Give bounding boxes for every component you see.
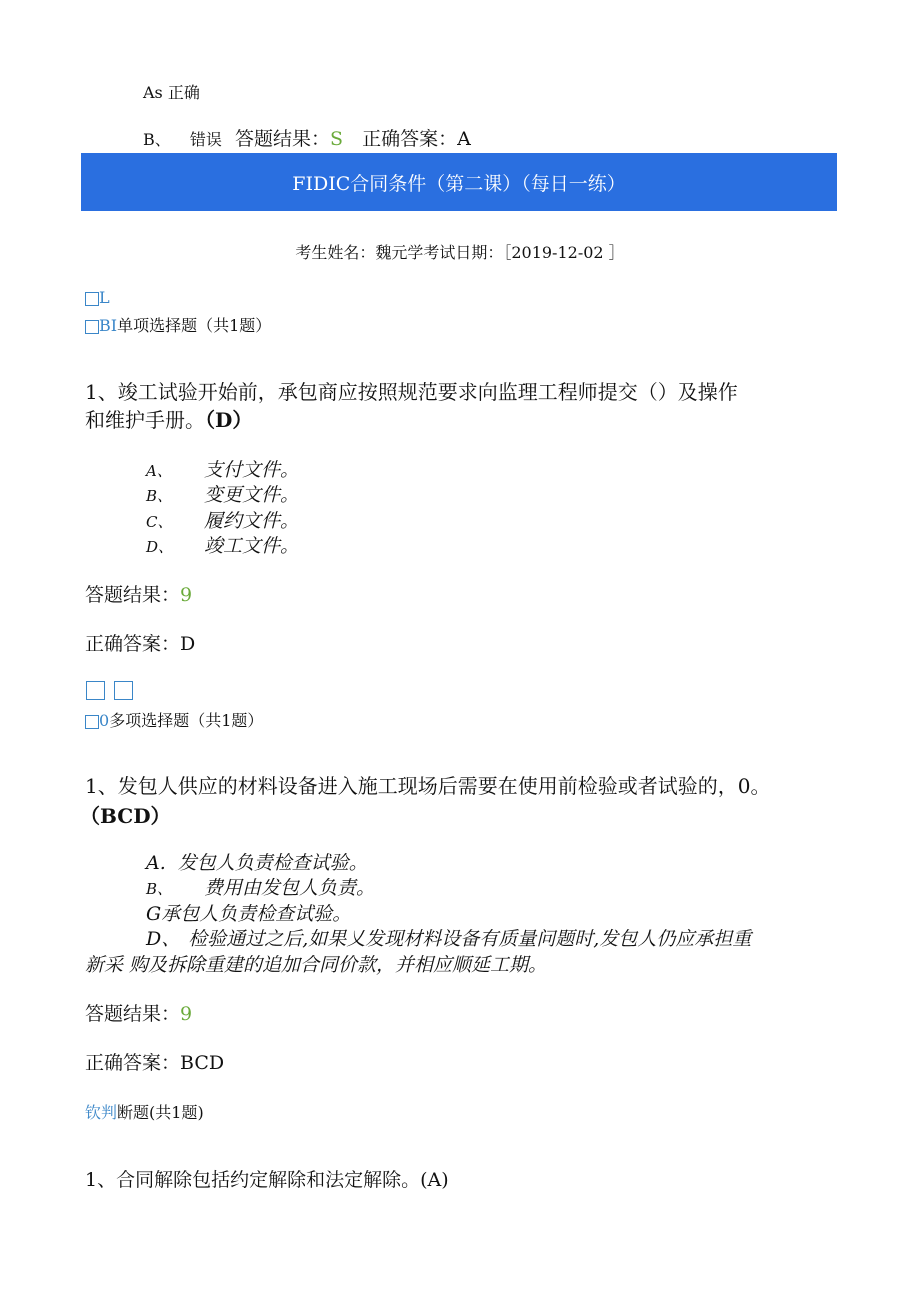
option-letter: A、 [146,462,172,480]
section2-marker-b: 0 [99,711,110,730]
section1-marker-a-text: L [99,288,110,307]
option-letter: C、 [146,513,173,531]
section2-result-row [85,999,192,1026]
checkbox-icon [85,292,99,306]
section1-question-line2: 和维护手册。 [85,408,205,432]
section1-correct-label: 正确答案： [85,633,181,655]
option-text: 发包人负责检查试验。 [177,852,368,874]
section2-option-c [146,899,351,926]
section2-question-line1: 1、发包人供应的材料设备进入施工现场后需要在使用前检验或者试验的，0。 [85,774,771,798]
section1-option-b [146,480,299,507]
checkbox-icon [114,681,133,700]
option-text: 承包人负责检查试验。 [161,903,352,925]
prev-correct-label: 正确答案： [362,128,458,150]
option-letter: A. [146,852,166,874]
option-letter: B、 [146,880,173,898]
section1-result-row [85,580,192,607]
section1-marker-a [85,288,110,307]
section3-heading: 断题(共1题) [117,1103,204,1122]
section3-question-line1: 1、合同解除包括约定解除和法定解除。(A) [85,1169,449,1191]
prev-option-b-prefix: B、 [143,130,171,149]
section1-correct-row [85,629,195,656]
section1-result-value: 9 [180,584,193,606]
option-text: 费用由发包人负责。 [204,877,376,899]
section2-result-value: 9 [180,1003,193,1025]
section1-answer-hint: （D） [205,408,253,432]
checkbox-icon [85,320,99,334]
section1-question-line2-row [85,404,252,433]
section1-option-d [146,531,299,558]
section2-marker-boxes [86,680,133,700]
section2-option-b [146,873,375,900]
section2-heading: 多项选择题（共1题） [109,711,264,730]
prev-result-label: 答题结果： [234,128,330,150]
section2-correct-row [85,1048,224,1075]
banner-title: FIDIC合同条件（第二课）（每日一练） [292,172,626,195]
section2-option-a [146,848,368,875]
option-text: 变更文件。 [204,484,300,506]
section2-correct-label: 正确答案： [85,1052,181,1074]
option-text: 支付文件。 [204,459,300,481]
section1-result-label: 答题结果： [85,584,181,606]
prev-option-a: As 正确 [143,83,200,102]
option-letter: D、 [146,538,174,556]
prev-option-b-row [143,124,471,151]
section1-option-a [146,455,299,482]
section1-correct-value: D [180,633,196,655]
prev-correct-value: A [457,128,471,150]
option-text: 检验通过之后,如果乂发现材料设备有质量问题时,发包人仍应承担重 [188,928,752,950]
section2-result-label: 答题结果： [85,1003,181,1025]
section2-correct-value: BCD [180,1052,225,1074]
option-letter: G [146,903,162,925]
prev-result-value: S [329,128,344,150]
option-letter: D、 [146,928,181,950]
section2-answer-hint: （BCD） [80,804,171,828]
option-text: 竣工文件。 [204,535,300,557]
section2-heading-row [85,708,263,731]
prev-option-b-text: 错误 [189,130,222,149]
checkbox-icon [85,715,99,729]
exam-info: 考生姓名：魏元学考试日期：［2019-12-02 ］ [295,243,625,262]
checkbox-icon [86,681,105,700]
section1-question-line1: 1、竣工试验开始前，承包商应按照规范要求向监理工程师提交（）及操作 [85,380,738,404]
section3-marker: 钦判 [85,1103,118,1122]
section1-option-c [146,506,299,533]
section3-heading-row [85,1100,204,1123]
option-text: 履约文件。 [204,510,300,532]
section2-option-d [146,924,751,951]
section1-marker-b: BI [99,316,118,335]
option-letter: B、 [146,487,173,505]
section2-option-d-cont: 新采 购及拆除重建的追加合同价款，并相应顺延工期。 [85,954,548,976]
section1-heading-row [85,313,271,336]
section1-heading: 单项选择题（共1题） [117,316,272,335]
title-banner [81,153,837,211]
